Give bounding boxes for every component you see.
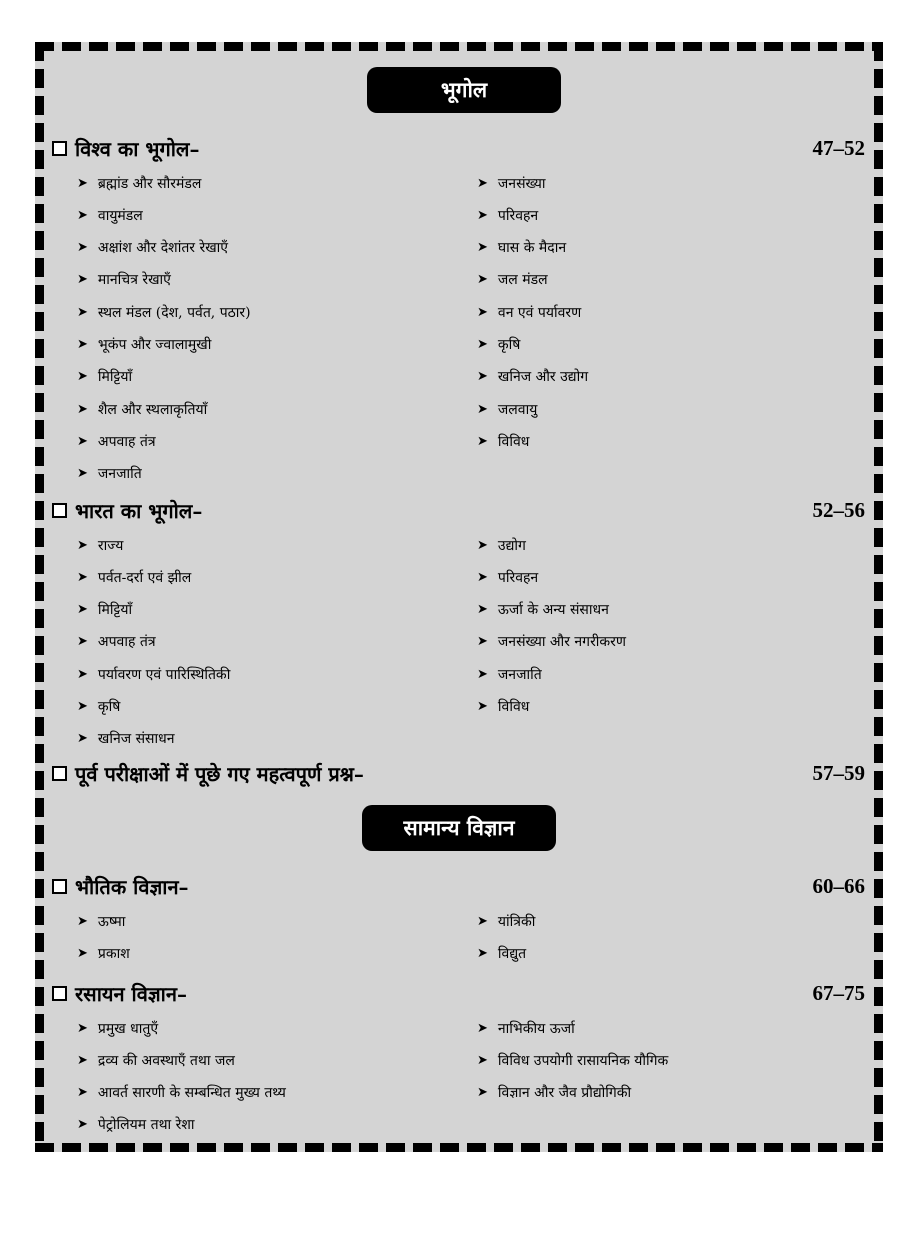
- arrow-bullet-icon: ➤: [477, 1052, 488, 1068]
- list-item: [77, 202, 143, 228]
- list-item: [77, 1112, 194, 1138]
- list-item-label: विज्ञान और जैव प्रौद्योगिकी: [497, 1085, 632, 1102]
- section-header: [52, 757, 865, 789]
- list-item-label: विविध: [497, 699, 530, 715]
- arrow-bullet-icon: ➤: [77, 945, 88, 961]
- list-item: [77, 532, 123, 558]
- list-item-label: जनजाति: [97, 466, 142, 483]
- arrow-bullet-icon: ➤: [477, 666, 488, 682]
- list-item-label: वन एवं पर्यावरण: [497, 304, 582, 321]
- list-item-label: आवर्त सारणी के सम्बन्धित मुख्य तथ्य: [97, 1085, 286, 1102]
- list-item: [77, 332, 211, 358]
- section-page-range: 57–59: [812, 760, 865, 785]
- arrow-bullet-icon: ➤: [77, 337, 88, 352]
- arrow-bullet-icon: ➤: [77, 272, 88, 288]
- list-item: [477, 940, 526, 966]
- list-item: [477, 1047, 668, 1073]
- list-item-label: प्रमुख धातुएँ: [97, 1020, 159, 1037]
- list-item: [77, 597, 132, 623]
- list-item-label: उद्योग: [497, 537, 526, 554]
- list-item-label: परिवहन: [497, 569, 539, 586]
- section-page-range: 52–56: [812, 497, 865, 522]
- arrow-bullet-icon: ➤: [77, 1085, 88, 1101]
- arrow-bullet-icon: ➤: [77, 602, 88, 618]
- arrow-bullet-icon: ➤: [77, 666, 88, 682]
- list-item-label: घास के मैदान: [497, 240, 567, 257]
- list-item-label: मिट्टियाँ: [97, 602, 133, 619]
- list-item: [477, 396, 537, 422]
- list-item: [77, 170, 201, 196]
- list-item: [477, 1015, 575, 1041]
- arrow-bullet-icon: ➤: [77, 369, 88, 385]
- list-item-label: जलवायु: [497, 401, 538, 418]
- list-item: [477, 532, 526, 558]
- list-item: [77, 428, 156, 454]
- list-item: [477, 1080, 631, 1106]
- list-item: [477, 597, 609, 623]
- list-item: [477, 235, 566, 261]
- list-item-label: राज्य: [97, 537, 124, 554]
- list-item: [77, 299, 251, 325]
- arrow-bullet-icon: ➤: [477, 207, 488, 223]
- arrow-bullet-icon: ➤: [477, 175, 488, 191]
- list-item-label: वायुमंडल: [97, 207, 143, 224]
- arrow-bullet-icon: ➤: [77, 304, 88, 320]
- list-item-label: भूकंप और ज्वालामुखी: [97, 337, 212, 353]
- list-item-label: जनसंख्या: [497, 175, 546, 192]
- list-item: [477, 299, 581, 325]
- arrow-bullet-icon: ➤: [477, 913, 488, 929]
- arrow-bullet-icon: ➤: [477, 240, 488, 256]
- list-item-label: स्थल मंडल (देश, पर्वत, पठार): [97, 304, 251, 321]
- list-item: [77, 1080, 286, 1106]
- arrow-bullet-icon: ➤: [77, 240, 88, 256]
- list-item: [77, 1015, 158, 1041]
- list-item: [477, 661, 542, 687]
- list-item: [477, 332, 520, 358]
- arrow-bullet-icon: ➤: [477, 337, 488, 352]
- list-item-label: जनसंख्या और नगरीकरण: [497, 634, 627, 651]
- list-item-label: ब्रह्मांड और सौरमंडल: [97, 175, 202, 192]
- list-item-label: द्रव्य की अवस्थाएँ तथा जल: [97, 1052, 235, 1069]
- arrow-bullet-icon: ➤: [77, 175, 88, 191]
- section-header: [52, 977, 865, 1009]
- list-item-label: कृषि: [97, 699, 121, 715]
- checkbox-icon: [52, 766, 67, 781]
- list-item-label: अपवाह तंत्र: [97, 634, 156, 651]
- arrow-bullet-icon: ➤: [477, 304, 488, 320]
- list-item-label: विविध उपयोगी रासायनिक यौगिक: [497, 1052, 669, 1069]
- checkbox-icon: [52, 141, 67, 156]
- section-title: भारत का भूगोल–: [75, 498, 203, 523]
- list-item: [77, 267, 171, 293]
- section-header: [52, 870, 865, 902]
- section-title: पूर्व परीक्षाओं में पूछे गए महत्वपूर्ण प्रश्न–: [75, 761, 364, 786]
- arrow-bullet-icon: ➤: [477, 401, 488, 417]
- list-item: [477, 629, 626, 655]
- arrow-bullet-icon: ➤: [477, 634, 488, 650]
- section-header: [52, 132, 865, 164]
- section-title: भौतिक विज्ञान–: [75, 874, 189, 899]
- arrow-bullet-icon: ➤: [77, 1052, 88, 1068]
- list-item-label: पेट्रोलियम तथा रेशा: [97, 1117, 195, 1134]
- dashed-border-top: [35, 42, 883, 51]
- list-item: [77, 364, 132, 390]
- list-item-label: नाभिकीय ऊर्जा: [497, 1020, 575, 1037]
- arrow-bullet-icon: ➤: [477, 537, 488, 553]
- arrow-bullet-icon: ➤: [77, 699, 88, 714]
- list-item: [77, 629, 156, 655]
- list-item-label: अपवाह तंत्र: [97, 433, 156, 450]
- checkbox-icon: [52, 503, 67, 518]
- section-title: विश्व का भूगोल–: [75, 136, 200, 161]
- list-item: [77, 726, 175, 752]
- section-title: रसायन विज्ञान–: [75, 981, 187, 1006]
- arrow-bullet-icon: ➤: [477, 602, 488, 618]
- list-item-label: प्रकाश: [97, 945, 130, 962]
- list-item: [477, 267, 548, 293]
- arrow-bullet-icon: ➤: [77, 207, 88, 223]
- arrow-bullet-icon: ➤: [477, 433, 488, 449]
- arrow-bullet-icon: ➤: [77, 401, 88, 417]
- list-item-label: मानचित्र रेखाएँ: [97, 272, 171, 289]
- list-item-label: विद्युत: [497, 945, 527, 962]
- dashed-border-right: [874, 42, 883, 1152]
- list-item-label: खनिज और उद्योग: [497, 369, 589, 386]
- list-item-label: ऊष्मा: [97, 913, 126, 930]
- arrow-bullet-icon: ➤: [77, 537, 88, 553]
- arrow-bullet-icon: ➤: [477, 1085, 488, 1101]
- list-item: [77, 235, 228, 261]
- arrow-bullet-icon: ➤: [477, 369, 488, 385]
- list-item-label: विविध: [497, 433, 530, 450]
- dashed-border-left: [35, 42, 44, 1152]
- arrow-bullet-icon: ➤: [477, 945, 488, 961]
- arrow-bullet-icon: ➤: [77, 1117, 88, 1133]
- section-header: [52, 494, 865, 526]
- list-item: [477, 364, 588, 390]
- list-item-label: पर्वत-दर्रा एवं झील: [97, 569, 192, 586]
- list-item: [77, 694, 120, 720]
- arrow-bullet-icon: ➤: [477, 272, 488, 288]
- arrow-bullet-icon: ➤: [77, 466, 88, 482]
- list-item: [77, 461, 142, 487]
- arrow-bullet-icon: ➤: [77, 731, 88, 747]
- section-page-range: 67–75: [812, 980, 865, 1005]
- arrow-bullet-icon: ➤: [477, 699, 488, 714]
- arrow-bullet-icon: ➤: [77, 1020, 88, 1036]
- checkbox-icon: [52, 986, 67, 1001]
- arrow-bullet-icon: ➤: [77, 913, 88, 929]
- list-item: [477, 694, 529, 720]
- science-heading: सामान्य विज्ञान: [362, 805, 556, 851]
- list-item: [77, 396, 207, 422]
- list-item-label: शैल और स्थलाकृतियाँ: [97, 401, 208, 418]
- list-item-label: यांत्रिकी: [497, 913, 536, 930]
- list-item: [477, 564, 538, 590]
- list-item: [477, 170, 545, 196]
- arrow-bullet-icon: ➤: [477, 1020, 488, 1036]
- list-item-label: ऊर्जा के अन्य संसाधन: [497, 602, 609, 619]
- contents-frame: [35, 42, 883, 1152]
- list-item: [77, 940, 130, 966]
- list-item-label: कृषि: [497, 337, 521, 353]
- list-item: [77, 1047, 235, 1073]
- list-item-label: मिट्टियाँ: [97, 369, 133, 386]
- dashed-border-bottom: [35, 1143, 883, 1152]
- section-page-range: 60–66: [812, 873, 865, 898]
- list-item-label: परिवहन: [497, 207, 539, 224]
- list-item: [77, 564, 191, 590]
- list-item-label: जनजाति: [497, 666, 542, 683]
- list-item: [477, 202, 538, 228]
- list-item-label: खनिज संसाधन: [97, 731, 175, 748]
- list-item: [77, 661, 230, 687]
- list-item-label: अक्षांश और देशांतर रेखाएँ: [97, 240, 229, 257]
- arrow-bullet-icon: ➤: [77, 569, 88, 585]
- list-item: [477, 908, 535, 934]
- arrow-bullet-icon: ➤: [77, 433, 88, 449]
- arrow-bullet-icon: ➤: [477, 569, 488, 585]
- section-page-range: 47–52: [812, 135, 865, 160]
- list-item: [77, 908, 125, 934]
- list-item-label: जल मंडल: [497, 272, 548, 289]
- arrow-bullet-icon: ➤: [77, 634, 88, 650]
- list-item-label: पर्यावरण एवं पारिस्थितिकी: [97, 666, 231, 683]
- checkbox-icon: [52, 879, 67, 894]
- geography-heading: भूगोल: [367, 67, 561, 113]
- list-item: [477, 428, 529, 454]
